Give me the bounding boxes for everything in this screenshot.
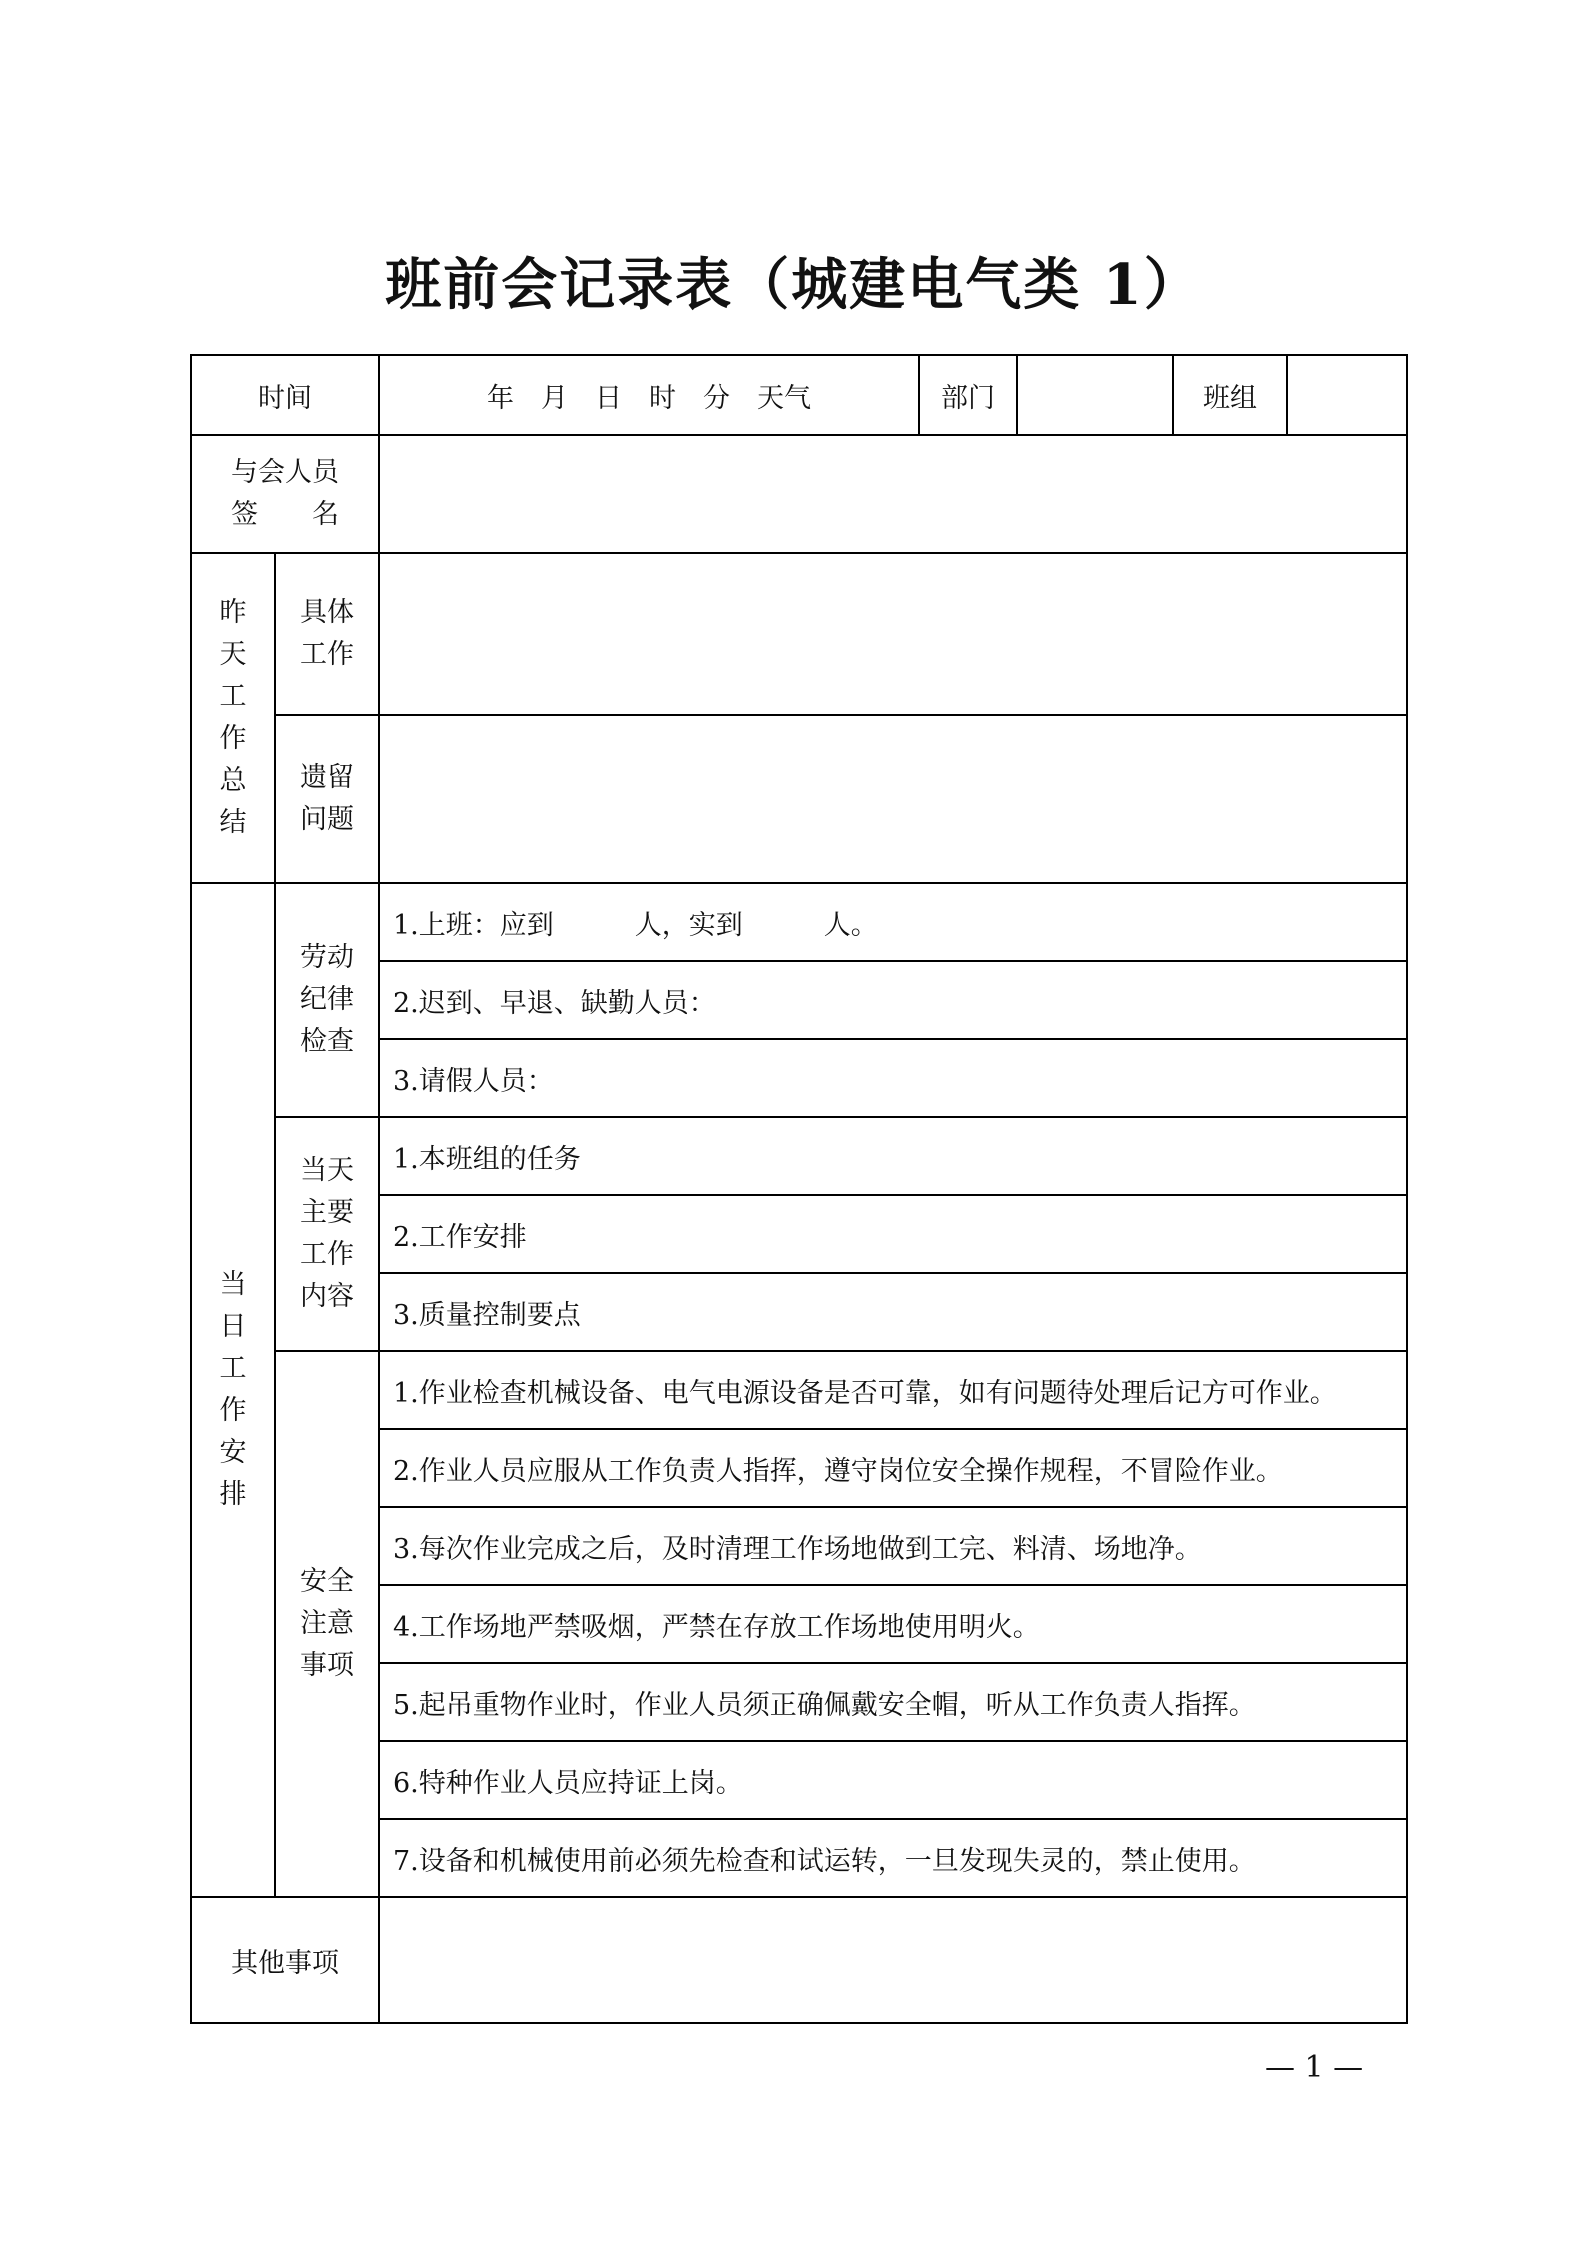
yesterday-summary-label: 昨 天 工 作 总 结 [191, 553, 275, 883]
safety-item: 6.特种作业人员应持证上岗。 [379, 1741, 1407, 1819]
page-title: 班前会记录表（城建电气类 1） [385, 252, 1202, 318]
main-work-label: 当天 主要 工作 内容 [275, 1117, 379, 1351]
safety-item: 1.作业检查机械设备、电气电源设备是否可靠，如有问题待处理后记方可作业。 [379, 1351, 1407, 1429]
meeting-record-table [190, 354, 1408, 2024]
attendees-label [191, 435, 379, 553]
other-matters-label: 其他事项 [191, 1897, 379, 2023]
header-row [191, 355, 1407, 435]
today-arrangement-label: 当 日 工 作 安 排 [191, 883, 275, 1897]
specific-work-field[interactable] [379, 553, 1407, 715]
remaining-issues-field[interactable] [379, 715, 1407, 883]
attendees-label-line2: 签 名 [231, 499, 339, 530]
dept-field[interactable] [1017, 355, 1173, 435]
attendees-signature-field[interactable] [379, 435, 1407, 553]
remaining-issues-label: 遗留 问题 [275, 715, 379, 883]
safety-notes-label: 安全 注意 事项 [275, 1351, 379, 1897]
attendees-label-line1: 与会人员 [231, 457, 339, 488]
table-row [191, 883, 1407, 961]
main-work-item[interactable]: 3.质量控制要点 [379, 1273, 1407, 1351]
labor-item[interactable]: 2.迟到、早退、缺勤人员： [379, 961, 1407, 1039]
main-work-item[interactable]: 2.工作安排 [379, 1195, 1407, 1273]
labor-discipline-label: 劳动 纪律 检查 [275, 883, 379, 1117]
labor-item[interactable]: 3.请假人员： [379, 1039, 1407, 1117]
safety-item: 7.设备和机械使用前必须先检查和试运转，一旦发现失灵的，禁止使用。 [379, 1819, 1407, 1897]
time-label: 时间 [191, 355, 379, 435]
specific-work-label: 具体 工作 [275, 553, 379, 715]
table-row [191, 1351, 1407, 1429]
main-work-item[interactable]: 1.本班组的任务 [379, 1117, 1407, 1195]
team-field[interactable] [1287, 355, 1407, 435]
page-number: — 1 — [1265, 2050, 1364, 2085]
other-matters-row [191, 1897, 1407, 2023]
safety-item: 5.起吊重物作业时，作业人员须正确佩戴安全帽，听从工作负责人指挥。 [379, 1663, 1407, 1741]
labor-item[interactable]: 1.上班：应到 人，实到 人。 [379, 883, 1407, 961]
safety-item: 4.工作场地严禁吸烟，严禁在存放工作场地使用明火。 [379, 1585, 1407, 1663]
safety-item: 3.每次作业完成之后，及时清理工作场地做到工完、料清、场地净。 [379, 1507, 1407, 1585]
dept-label: 部门 [919, 355, 1017, 435]
other-matters-field[interactable] [379, 1897, 1407, 2023]
table-row [191, 1117, 1407, 1195]
yesterday-work-row [191, 553, 1407, 715]
team-label: 班组 [1173, 355, 1287, 435]
date-fields[interactable]: 年 月 日 时 分 天气 [379, 355, 919, 435]
remaining-issues-row [191, 715, 1407, 883]
attendees-row [191, 435, 1407, 553]
safety-item: 2.作业人员应服从工作负责人指挥，遵守岗位安全操作规程，不冒险作业。 [379, 1429, 1407, 1507]
